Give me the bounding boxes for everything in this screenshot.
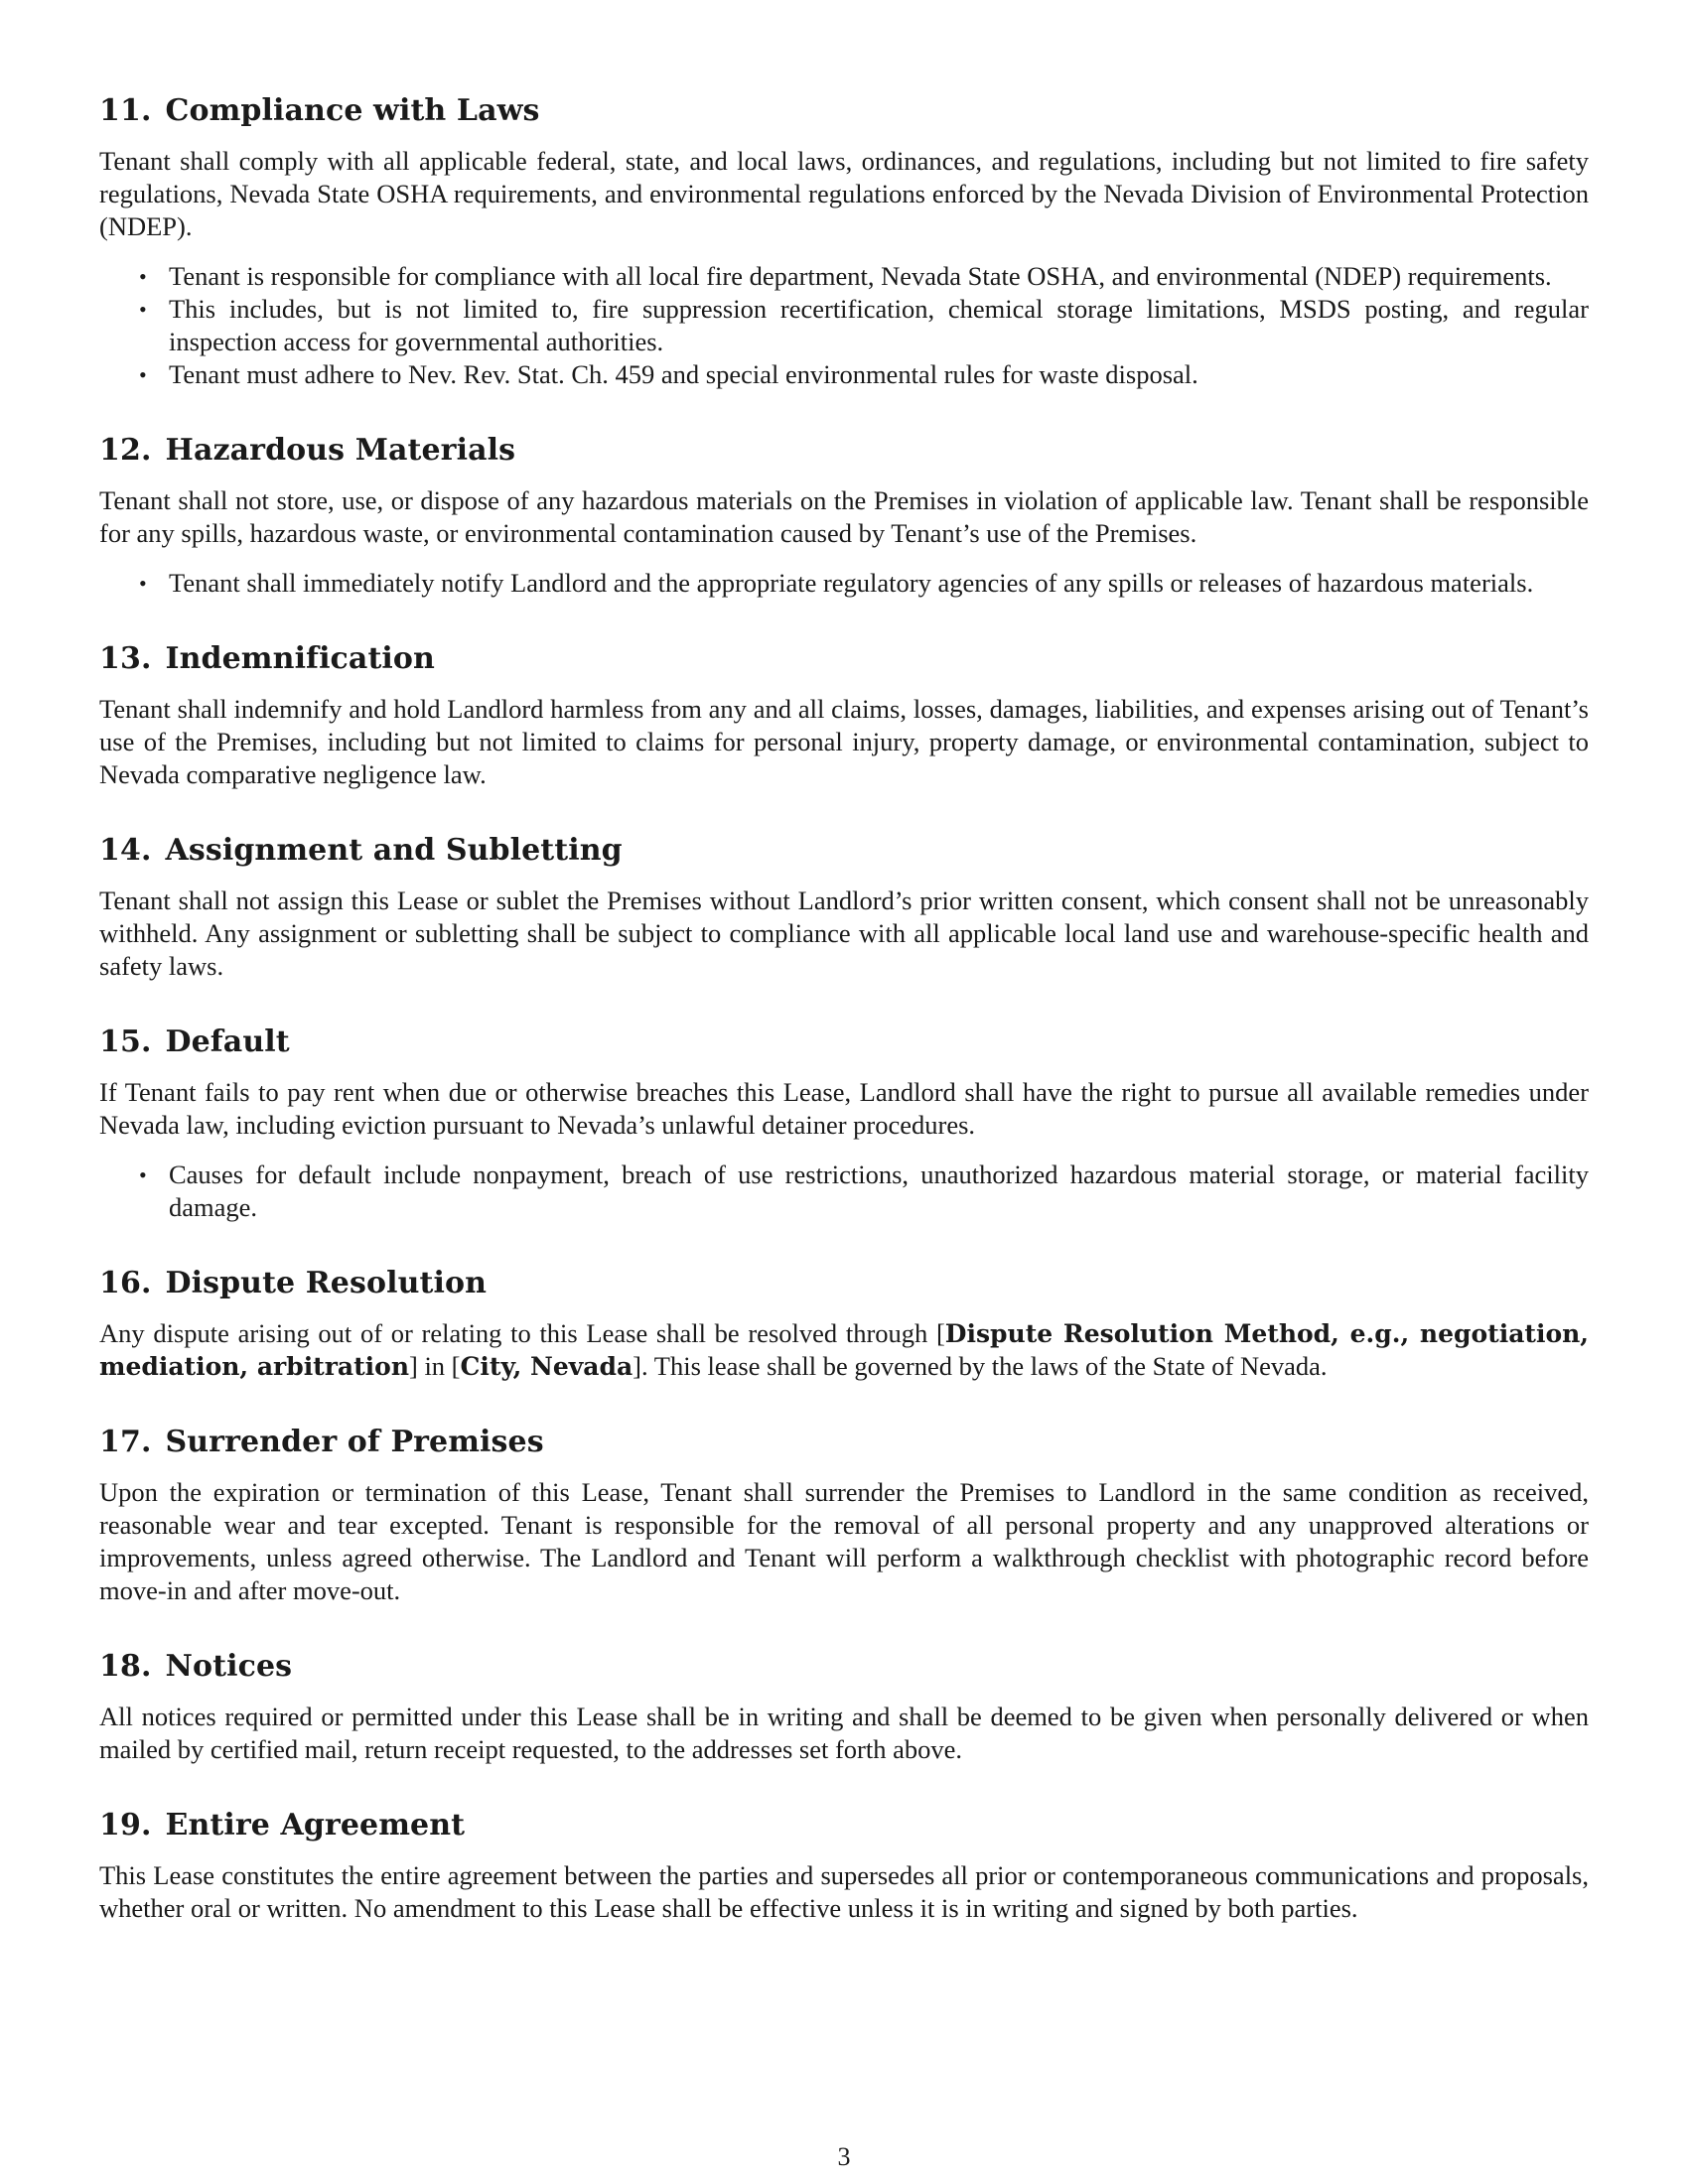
section-title: Surrender of Premises xyxy=(165,1425,544,1459)
section-body xyxy=(99,1317,1589,1383)
body-text: Any dispute arising out of or relating to this Lease shall be resolved through [ xyxy=(99,1318,945,1348)
section-entire-agreement xyxy=(99,1806,1589,1925)
body-text: ]. This lease shall be governed by the laws of the State of Nevada. xyxy=(633,1351,1328,1381)
section-number: 16. xyxy=(99,1266,152,1300)
section-heading xyxy=(99,639,1589,679)
list-item-text: Tenant shall immediately notify Landlord and the appropriate regulatory agencies of any spills or releases of hazardous materials. xyxy=(169,568,1534,598)
list-item xyxy=(99,293,1589,358)
section-body: Upon the expiration or termination of this Lease, Tenant shall surrender the Premises to Landlord in the same condition as received, reasonable wear and tear excepted. Tenant is responsible for the removal of all personal property and any unapproved alterations or improvements, unless agreed otherwise. The Landlord and Tenant will perform a walkthrough checklist with photographic record before move-in and after move-out. xyxy=(99,1477,1589,1605)
list-item-text: Tenant must adhere to Nev. Rev. Stat. Ch. 459 and special environmental rules for waste disposal. xyxy=(169,359,1198,389)
bullet-icon: • xyxy=(139,362,147,387)
section-heading xyxy=(99,1423,1589,1462)
section-body: This Lease constitutes the entire agreement between the parties and supersedes all prior or contemporaneous communications and proposals, whether oral or written. No amendment to this Lease shall be effective unless it is in writing and signed by both parties. xyxy=(99,1860,1589,1923)
page-number: 3 xyxy=(837,2142,851,2171)
section-body: Tenant shall comply with all applicable federal, state, and local laws, ordinances, and regulations, including but not limited to fire safety regulations, Nevada State OSHA requirements, and environmental regulations enforced by the Nevada Division of Environmental Protection (NDEP). xyxy=(99,146,1589,241)
bullet-icon: • xyxy=(139,297,147,322)
section-title: Assignment and Subletting xyxy=(165,833,623,868)
section-body: Tenant shall indemnify and hold Landlord harmless from any and all claims, losses, damages, liabilities, and expenses arising out of Tenant’s use of the Premises, including but not limited to claims for personal injury, property damage, or environmental contamination, subject to Nevada comparative negligence law. xyxy=(99,694,1589,789)
section-number: 11. xyxy=(99,93,152,128)
section-title: Notices xyxy=(165,1649,293,1684)
section-body: Tenant shall not assign this Lease or sublet the Premises without Landlord’s prior written consent, which consent shall not be unreasonably withheld. Any assignment or subletting shall be subject to compliance with all applicable local land use and warehouse-specific health and safety laws. xyxy=(99,886,1589,981)
document-page xyxy=(99,91,1589,1925)
section-number: 13. xyxy=(99,641,152,676)
section-number: 12. xyxy=(99,433,152,468)
bullet-list xyxy=(99,1159,1589,1224)
section-hazardous-materials xyxy=(99,431,1589,600)
section-default xyxy=(99,1023,1589,1224)
section-compliance-with-laws xyxy=(99,91,1589,391)
section-number: 18. xyxy=(99,1649,152,1684)
list-item-text: Tenant is responsible for compliance with all local fire department, Nevada State OSHA, and environmental (NDEP) requirements. xyxy=(169,261,1552,291)
section-number: 17. xyxy=(99,1425,152,1459)
bullet-icon: • xyxy=(139,1162,147,1187)
section-title: Indemnification xyxy=(165,641,435,676)
section-assignment-and-subletting xyxy=(99,831,1589,983)
bullet-icon: • xyxy=(139,264,147,289)
section-title: Compliance with Laws xyxy=(165,93,540,128)
bullet-icon: • xyxy=(139,571,147,596)
list-item xyxy=(99,260,1589,293)
list-item xyxy=(99,1159,1589,1224)
section-title: Default xyxy=(165,1024,290,1059)
section-body: If Tenant fails to pay rent when due or otherwise breaches this Lease, Landlord shall have the right to pursue all available remedies under Nevada law, including eviction pursuant to Nevada’s unlawful detainer procedures. xyxy=(99,1077,1589,1140)
section-number: 14. xyxy=(99,833,152,868)
section-indemnification xyxy=(99,639,1589,791)
section-title: Dispute Resolution xyxy=(165,1266,487,1300)
section-heading xyxy=(99,1264,1589,1303)
dispute-method-placeholder: Dispute Resolution Method, e.g., negotiation, mediation, arbitration xyxy=(99,1319,1589,1381)
bullet-list xyxy=(99,260,1589,391)
section-title: Hazardous Materials xyxy=(165,433,516,468)
section-body: Tenant shall not store, use, or dispose of any hazardous materials on the Premises in violation of applicable law. Tenant shall be responsible for any spills, hazardous waste, or environmental contamination caused by Tenant’s use of the Premises. xyxy=(99,485,1589,548)
list-item xyxy=(99,567,1589,600)
city-placeholder: City, Nevada xyxy=(460,1352,633,1381)
list-item-text: This includes, but is not limited to, fire suppression recertification, chemical storage limitations, MSDS posting, and regular inspection access for governmental authorities. xyxy=(169,294,1589,356)
section-heading xyxy=(99,1023,1589,1062)
body-text: ] in [ xyxy=(409,1351,461,1381)
section-number: 15. xyxy=(99,1024,152,1059)
section-surrender-of-premises xyxy=(99,1423,1589,1607)
section-heading xyxy=(99,831,1589,871)
section-body: All notices required or permitted under this Lease shall be in writing and shall be deemed to be given when personally delivered or when mailed by certified mail, return receipt requested, to the addresses set forth above. xyxy=(99,1702,1589,1764)
bullet-list xyxy=(99,567,1589,600)
section-heading xyxy=(99,1647,1589,1687)
section-number: 19. xyxy=(99,1808,152,1843)
section-notices xyxy=(99,1647,1589,1766)
section-heading xyxy=(99,91,1589,131)
section-dispute-resolution xyxy=(99,1264,1589,1383)
list-item-text: Causes for default include nonpayment, breach of use restrictions, unauthorized hazardous material storage, or material facility damage. xyxy=(169,1160,1589,1222)
list-item xyxy=(99,358,1589,391)
section-heading xyxy=(99,1806,1589,1845)
section-title: Entire Agreement xyxy=(165,1808,466,1843)
section-heading xyxy=(99,431,1589,471)
